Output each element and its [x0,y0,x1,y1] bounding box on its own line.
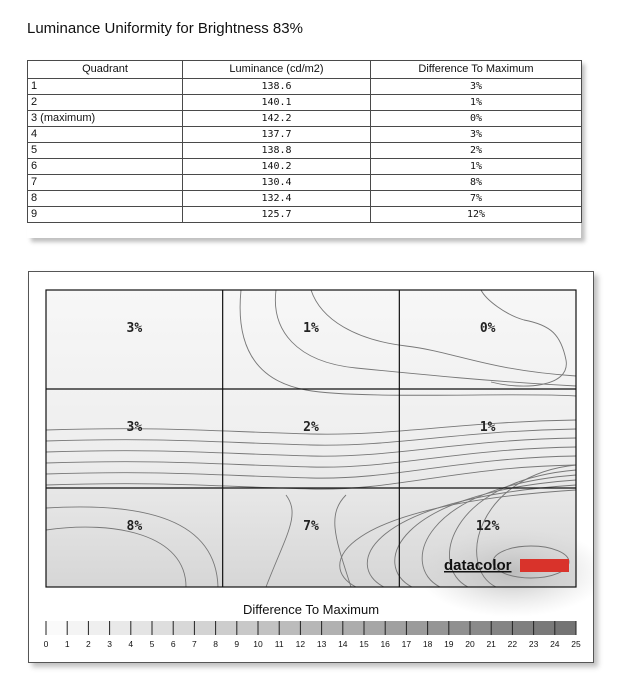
table-row [28,79,582,95]
scale-tick-label: 9 [234,639,240,649]
scale-swatch [194,621,216,635]
scale-swatch [470,621,492,635]
table-row [28,159,582,175]
scale-swatch [279,621,301,635]
quadrant-cell: 8 [28,191,183,207]
difference-cell: 3% [371,79,582,95]
scale-swatch [364,621,386,635]
scale-swatch [110,621,132,635]
scale-tick-label: 18 [422,639,433,649]
scale-swatch [449,621,471,635]
scale-swatch [406,621,428,635]
scale-swatch [555,621,577,635]
scale-swatch [237,621,259,635]
scale-swatch [300,621,322,635]
difference-cell: 3% [371,127,582,143]
scale-tick-label: 19 [444,639,454,649]
scale-swatch [216,621,238,635]
scale-swatch [67,621,89,635]
scale-tick-label: 13 [316,639,327,649]
luminance-cell: 132.4 [183,191,371,207]
quadrant-cell: 5 [28,143,183,159]
quadrant-cell: 9 [28,207,183,223]
difference-cell: 1% [371,95,582,111]
table-row [28,191,582,207]
table-row [28,127,582,143]
luminance-cell: 138.6 [183,79,371,95]
scale-tick-label: 24 [550,639,560,649]
datacolor-logo: datacolor [444,557,512,574]
table-row [28,207,582,223]
difference-cell: 0% [371,111,582,127]
luminance-cell: 125.7 [183,207,371,223]
scale-tick-label: 23 [528,639,539,649]
luminance-table [27,60,581,238]
scale-tick-label: 2 [86,639,91,649]
scale-tick-label: 10 [253,639,263,649]
scale-tick-label: 22 [507,639,518,649]
scale-tick-label: 25 [571,639,581,649]
scale-tick-label: 16 [380,639,390,649]
page-title: Luminance Uniformity for Brightness 83% [27,20,303,37]
scale-tick-label: 6 [170,639,176,649]
table-row [28,111,582,127]
cell-label: 3% [126,321,143,336]
difference-cell: 7% [371,191,582,207]
scale-tick-label: 4 [128,639,134,649]
scale-tick-label: 7 [192,639,197,649]
cell-label: 3% [126,420,143,435]
quadrant-cell: 6 [28,159,183,175]
scale-swatch [534,621,556,635]
column-header: Difference To Maximum [371,61,582,79]
scale-swatch [258,621,280,635]
scale-tick-label: 12 [295,639,306,649]
scale-tick-label: 17 [401,639,412,649]
scale-tick-label: 5 [149,639,155,649]
scale-tick-label: 20 [465,639,475,649]
cell-label: 7% [303,519,319,534]
scale-swatch [173,621,195,635]
quadrant-cell: 4 [28,127,183,143]
column-header: Luminance (cd/m2) [183,61,371,79]
table-row [28,175,582,191]
quadrant-cell: 7 [28,175,183,191]
cell-label: 12% [475,519,500,534]
column-header: Quadrant [28,61,183,79]
difference-cell: 12% [371,207,582,223]
cell-label: 0% [479,321,496,336]
difference-cell: 2% [371,143,582,159]
luminance-cell: 138.8 [183,143,371,159]
luminance-cell: 142.2 [183,111,371,127]
quadrant-cell: 2 [28,95,183,111]
difference-cell: 8% [371,175,582,191]
difference-cell: 1% [371,159,582,175]
quadrant-cell: 1 [28,79,183,95]
scale-swatch [343,621,365,635]
scale-swatch [88,621,110,635]
scale-label: Difference To Maximum [242,602,380,617]
logo-bar [520,559,569,572]
scale-swatch [322,621,344,635]
scale-tick-label: 1 [64,639,70,649]
uniformity-chart [29,272,593,662]
scale-swatch [131,621,153,635]
scale-tick-label: 14 [338,639,348,649]
scale-swatch [46,621,68,635]
uniformity-chart-panel [28,271,594,663]
scale-swatch [512,621,534,635]
table-header-row [28,61,582,79]
scale-tick-label: 21 [486,639,496,649]
luminance-cell: 140.1 [183,95,371,111]
scale-tick-label: 15 [359,639,369,649]
scale-tick-label: 8 [213,639,218,649]
scale-tick-label: 3 [107,639,112,649]
luminance-cell: 137.7 [183,127,371,143]
table-row [28,95,582,111]
table-row [28,143,582,159]
cell-label: 2% [303,420,319,435]
scale-swatch [385,621,407,635]
cell-label: 8% [126,519,143,534]
luminance-cell: 130.4 [183,175,371,191]
scale-swatch [491,621,513,635]
scale-tick-label: 0 [43,639,49,649]
scale-tick-label: 11 [274,639,284,649]
scale-swatch [152,621,174,635]
cell-label: 1% [303,321,319,336]
quadrant-cell: 3 (maximum) [28,111,183,127]
cell-label: 1% [479,420,496,435]
scale-swatch [428,621,450,635]
luminance-cell: 140.2 [183,159,371,175]
